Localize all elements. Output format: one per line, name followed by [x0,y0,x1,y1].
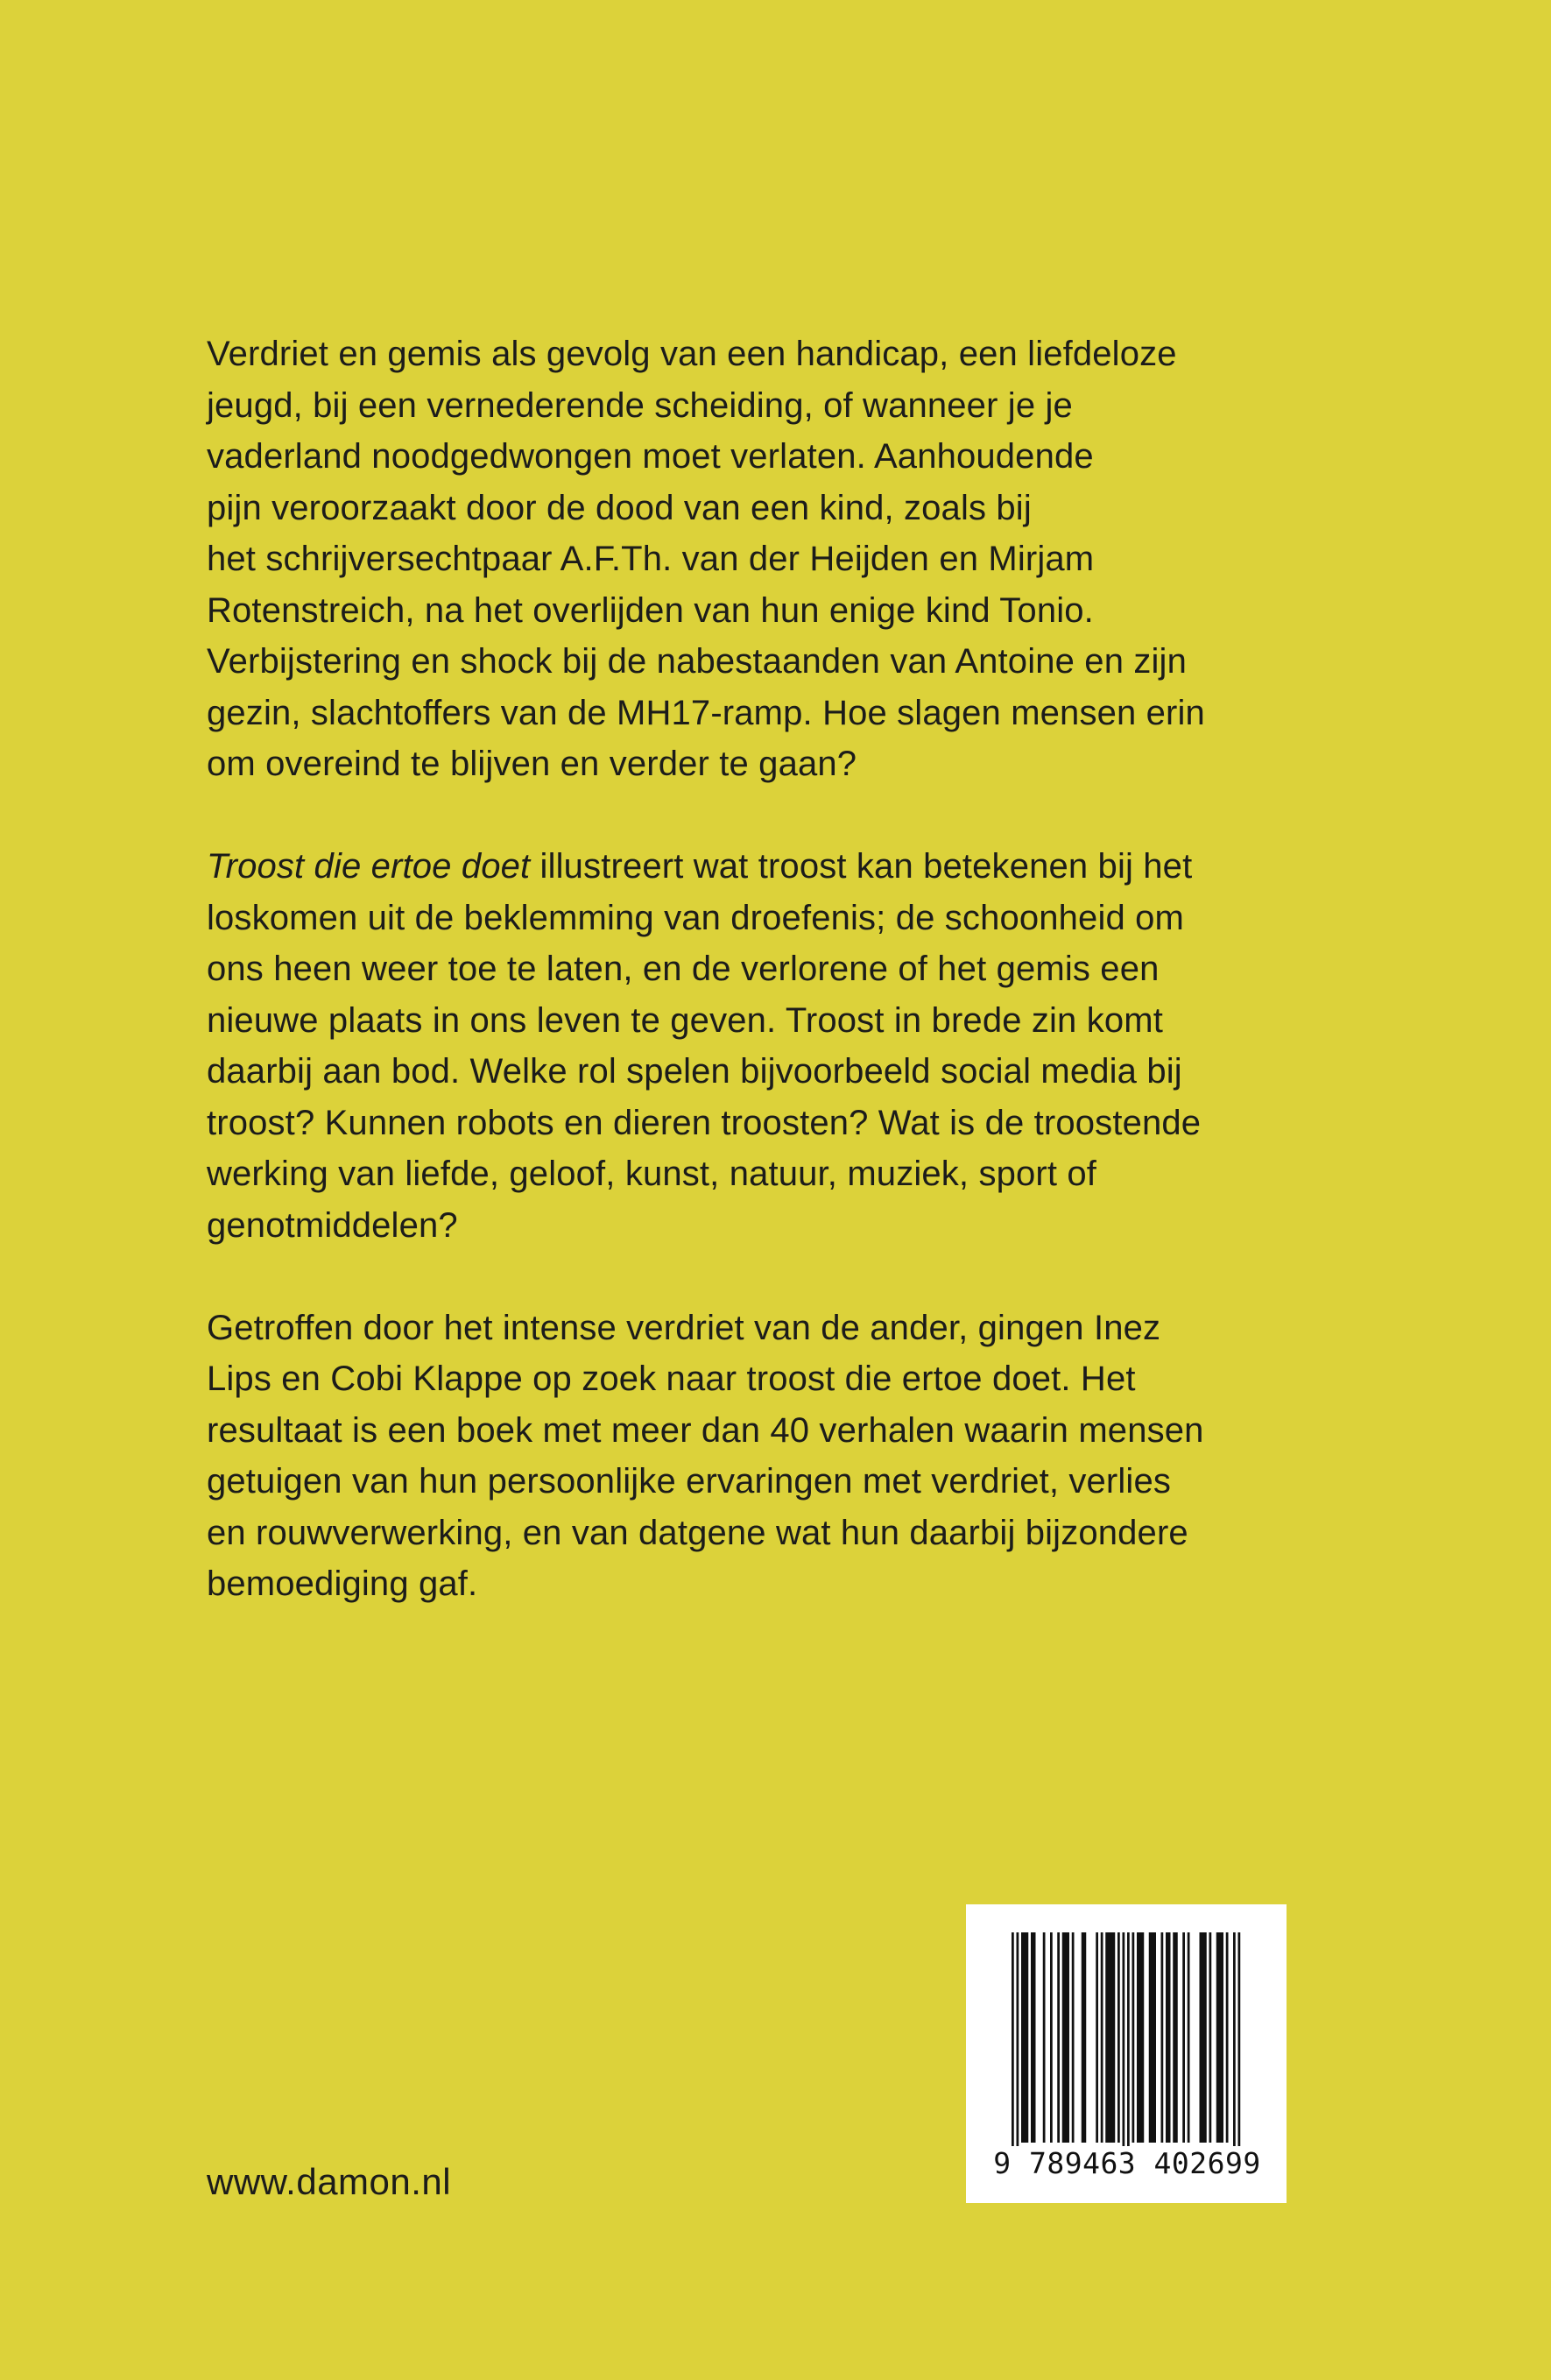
text-line: Verdriet en gemis als gevolg van een handicap, een liefdeloze [207,335,1177,373]
text-line: om overeind te blijven en verder te gaan? [207,745,857,783]
blurb-text [207,328,1284,1661]
text-line: werking van liefde, geloof, kunst, natuur, muziek, sport of [207,1155,1097,1193]
text-line: nieuwe plaats in ons leven te geven. Troost in brede zin komt [207,1000,1164,1040]
blurb-paragraph-1 [207,328,1284,790]
text-line: resultaat is een boek met meer dan 40 verhalen waarin mensen [207,1410,1204,1450]
barcode-bar [1123,1932,1125,2164]
barcode-bar [1072,1932,1075,2143]
text-line: bemoediging gaf. [207,1564,478,1603]
barcode-bar [1166,1932,1171,2143]
barcode-bar [1216,1932,1223,2143]
barcode-bar [1057,1932,1060,2143]
barcode-bar [1082,1932,1087,2143]
text-line: Verbijstering en shock bij de nabestaanden van Antoine en zijn [207,642,1187,681]
text-line: het schrijversechtpaar A.F.Th. van der Heijden en Mirjam [207,540,1095,578]
barcode-bar [1021,1932,1028,2143]
barcode-bar [1043,1932,1046,2143]
book-title-italic: Troost die ertoe doet [207,847,531,886]
barcode-bar [1226,1932,1229,2143]
text-fragment: illustreert wat troost kan betekenen bij het [530,847,1193,886]
text-line: loskomen uit de beklemming van droefenis; de schoonheid om [207,898,1185,937]
barcode-bar [1050,1932,1053,2143]
isbn-number: 9 789463 402699 [982,2146,1273,2181]
barcode-bar [1101,1932,1103,2143]
text-line: Rotenstreich, na het overlijden van hun enige kind Tonio. [207,590,1094,630]
barcode-bar [1105,1932,1115,2143]
barcode-bar [1200,1932,1207,2143]
barcode-bar [1188,1932,1190,2143]
text-line: jeugd, bij een vernederende scheiding, of wanneer je je [207,385,1073,425]
text-line: daarbij aan bod. Welke rol spelen bijvoorbeeld social media bij [207,1052,1182,1091]
text-line: pijn veroorzaakt door de dood van een kind, zoals bij [207,488,1032,527]
barcode-bar [1137,1932,1144,2143]
publisher-website: www.damon.nl [207,2161,452,2202]
text-line: gezin, slachtoffers van de MH17-ramp. Hoe slagen mensen erin [207,693,1205,732]
barcode-bar [1127,1932,1130,2164]
barcode-bar [1209,1932,1212,2143]
barcode-bar [1161,1932,1164,2143]
isbn-barcode [966,1904,1287,2203]
text-line: getuigen van hun persoonlijke ervaringen met verdriet, verlies [207,1462,1172,1501]
barcode-bar [1117,1932,1120,2143]
barcode-bar [1096,1932,1098,2143]
barcode-bar [1062,1932,1069,2143]
barcode-bar [1238,1932,1241,2164]
text-line: troost? Kunnen robots en dieren troosten? Wat is de troostende [207,1103,1202,1142]
blurb-paragraph-2 [207,841,1284,1251]
barcode-bar [1182,1932,1185,2143]
text-line: en rouwverwerking, en van datgene wat hun daarbij bijzondere [207,1513,1188,1552]
text-line: vaderland noodgedwongen moet verlaten. Aanhoudende [207,437,1094,476]
text-line: ons heen weer toe te laten, en de verlorene of het gemis een [207,950,1160,988]
text-line: genotmiddelen? [207,1205,458,1245]
barcode-bar [1031,1932,1036,2143]
barcode-bar [1173,1932,1178,2143]
barcode-bar [1132,1932,1135,2143]
text-line: Lips en Cobi Klappe op zoek naar troost die ertoe doet. Het [207,1359,1136,1398]
text-line: Getroffen door het intense verdriet van de ander, gingen Inez [207,1308,1161,1347]
barcode-bar [1012,1932,1014,2164]
blurb-paragraph-3 [207,1303,1284,1610]
text-line [207,841,1284,893]
barcode-bar [1233,1932,1236,2164]
barcode-bar [1149,1932,1156,2143]
barcode-bar [1017,1932,1019,2164]
